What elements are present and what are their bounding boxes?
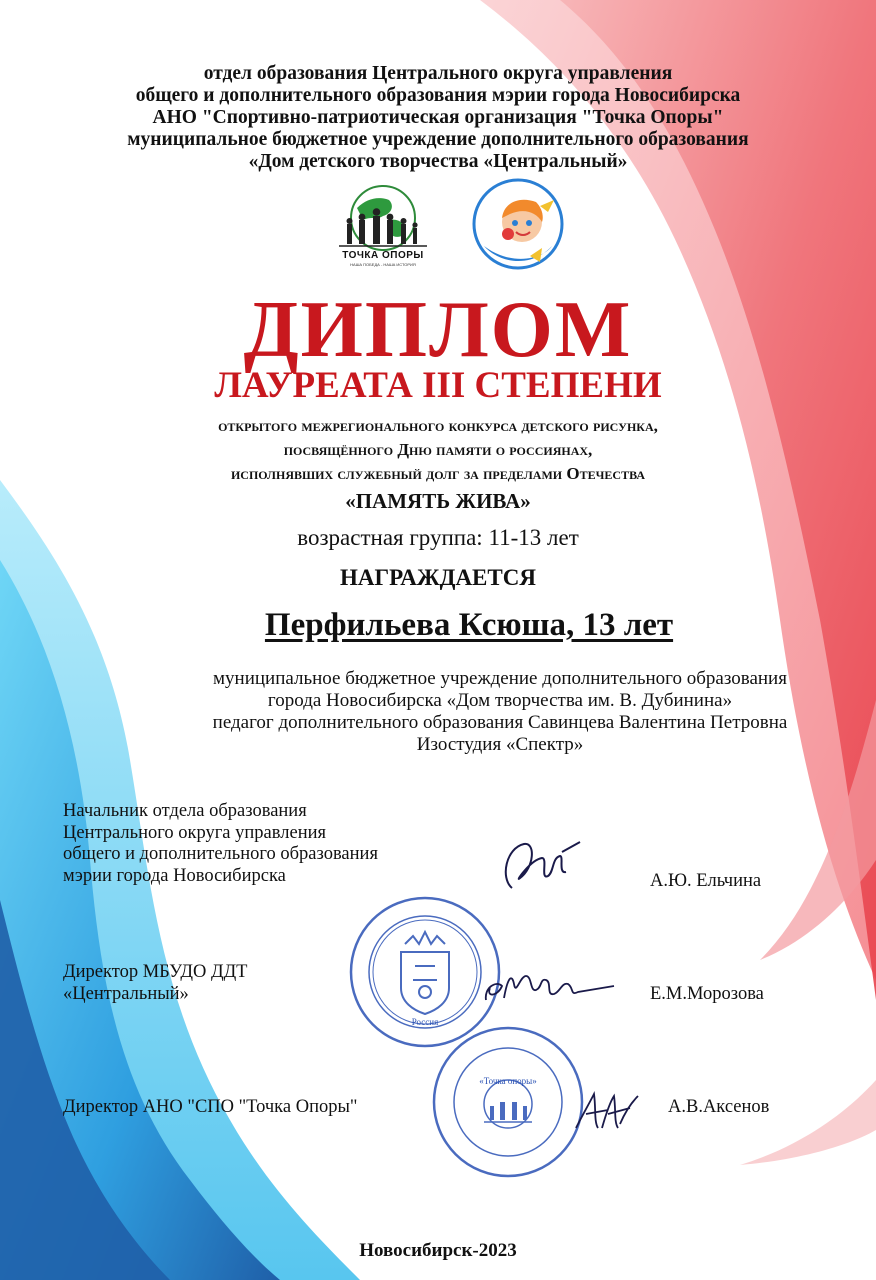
signature-aksenov: [568, 1088, 648, 1138]
header-line: АНО "Спортивно-патриотическая организация "Точка Опоры": [152, 107, 724, 128]
diploma-title: ДИПЛОМ: [243, 286, 633, 374]
child-face-logo-icon: [470, 176, 566, 272]
position-line: общего и дополнительного образования: [63, 844, 378, 864]
contest-line: открытого межрегионального конкурса детского рисунка,: [218, 416, 658, 435]
tochka-opory-logo: [333, 180, 433, 270]
organization-line: Изостудия «Спектр»: [416, 734, 584, 755]
contest-line: исполнявших служебный долг за пределами Отечества: [230, 464, 646, 483]
stamp-center-text: «Точка опоры»: [479, 1076, 537, 1086]
header-line: общего и дополнительного образования мэрии города Новосибирска: [135, 85, 741, 106]
ddt-logo: [470, 176, 566, 272]
footer-city-year: Новосибирск-2023: [359, 1240, 517, 1261]
position-line: Центрального округа управления: [63, 822, 327, 843]
age-group: возрастная группа: 11-13 лет: [297, 525, 579, 550]
signatory-1-name: А.Ю. Ельчина: [650, 871, 762, 891]
signatory-2-position: [63, 962, 248, 1005]
header-line: муниципальное бюджетное учреждение дополнительного образования: [127, 129, 749, 150]
header: [0, 63, 876, 173]
organization-line: муниципальное бюджетное учреждение дополнительного образования: [213, 668, 787, 689]
signature-elchina: [490, 838, 590, 898]
awarded-label: НАГРАЖДАЕТСЯ: [340, 565, 536, 590]
organization-info: [60, 668, 876, 756]
ano-stamp: [428, 1022, 588, 1182]
position-line: Начальник отдела образования: [63, 801, 307, 821]
logo-text: ТОЧКА ОПОРЫ: [342, 250, 424, 261]
organization-line: города Новосибирска «Дом творчества им. В. Дубинина»: [267, 690, 733, 711]
organization-line: педагог дополнительного образования Савинцева Валентина Петровна: [212, 712, 788, 733]
position-line: мэрии города Новосибирска: [63, 865, 286, 886]
signature-morozova: [480, 962, 620, 1012]
header-line: «Дом детского творчества «Центральный»: [248, 151, 628, 172]
position-line: Директор МБУДО ДДТ: [63, 962, 248, 982]
stamp-center-text: Россия: [411, 1017, 439, 1027]
contest-description: [0, 414, 876, 486]
signatory-2-name: Е.М.Морозова: [650, 984, 764, 1004]
signatory-1-position: [63, 801, 378, 887]
signatory-3-name: А.В.Аксенов: [668, 1097, 770, 1117]
logo-tagline: НАША ПОБЕДА - НАША ИСТОРИЯ: [350, 262, 416, 267]
signatory-3-position: Директор АНО "СПО "Точка Опоры": [63, 1097, 358, 1117]
header-line: отдел образования Центрального округа управления: [203, 63, 673, 84]
winner-name: Перфильева Ксюша, 13 лет: [264, 607, 674, 643]
contest-line: посвящённого Дню памяти о россиянах,: [283, 440, 593, 459]
contest-name: «ПАМЯТЬ ЖИВА»: [345, 489, 531, 513]
diploma-subtitle: ЛАУРЕАТА III СТЕПЕНИ: [214, 365, 662, 406]
position-line: «Центральный»: [63, 983, 189, 1004]
